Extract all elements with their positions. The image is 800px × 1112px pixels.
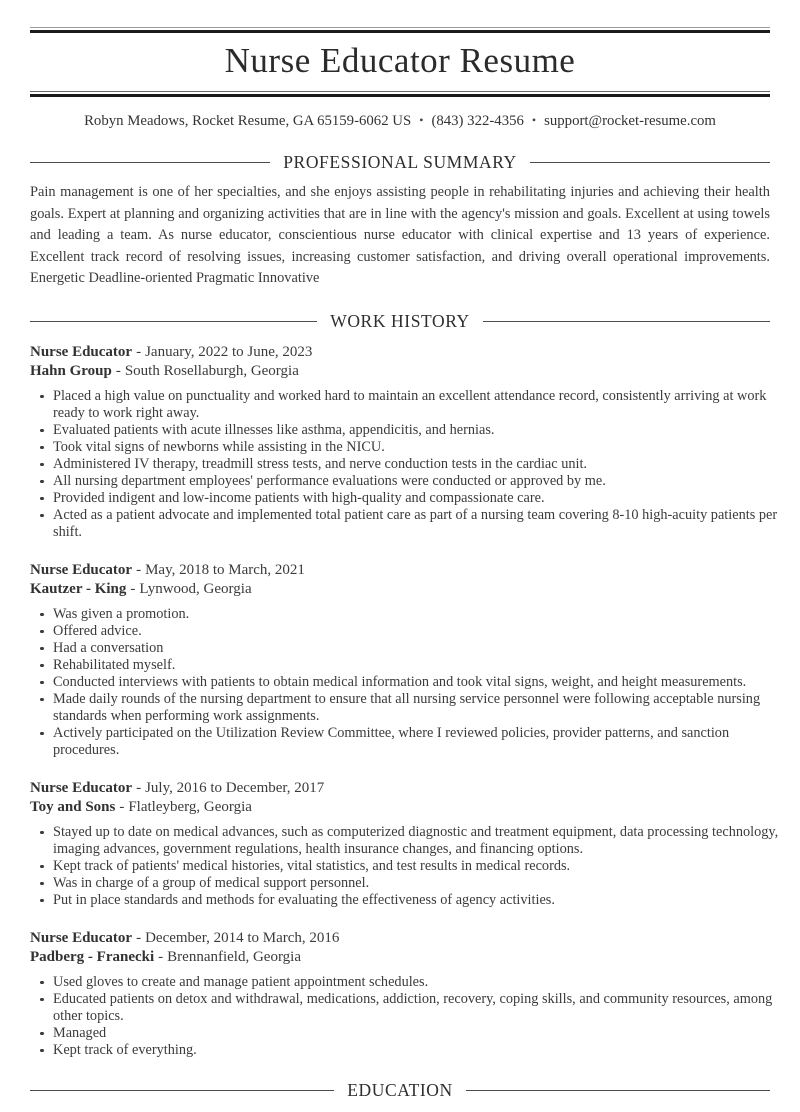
job-company-line bbox=[30, 580, 770, 599]
heading-rule-left bbox=[30, 162, 270, 163]
section-header-education bbox=[30, 1079, 770, 1102]
job-company-line bbox=[30, 362, 770, 381]
contact-separator-dot: • bbox=[531, 113, 537, 127]
job-bullet: Kept track of patients' medical histories, vital statistics, and test results in medical records. bbox=[53, 858, 795, 875]
job-bullet-list bbox=[30, 388, 795, 541]
job-title: Nurse Educator bbox=[30, 561, 133, 578]
job-entry bbox=[30, 561, 770, 759]
contact-email: support@rocket-resume.com bbox=[544, 113, 716, 129]
title-double-rule bbox=[30, 91, 770, 97]
job-separator: - bbox=[136, 929, 142, 946]
education-heading: EDUCATION bbox=[347, 1079, 453, 1100]
job-location: Brennanfield, Georgia bbox=[167, 948, 301, 965]
job-bullet: Provided indigent and low-income patients with high-quality and compassionate care. bbox=[53, 490, 795, 507]
job-company-line bbox=[30, 798, 770, 817]
job-bullet: Placed a high value on punctuality and worked hard to maintain an excellent attendance record, consistently arriving at work ready to work right away. bbox=[53, 388, 795, 422]
contact-name-location: Robyn Meadows, Rocket Resume, GA 65159-6062 US bbox=[84, 113, 412, 129]
job-bullet: Made daily rounds of the nursing department to ensure that all nursing service personnel were following acceptable nursing standards when performing work assignments. bbox=[53, 691, 795, 725]
rule-thick bbox=[30, 94, 770, 97]
job-location: Flatleyberg, Georgia bbox=[128, 798, 252, 815]
job-bullet: Stayed up to date on medical advances, such as computerized diagnostic and treatment equipment, data processing technology, imaging advances, government regulations, health insurance changes, and financing options. bbox=[53, 824, 795, 858]
job-bullet: Conducted interviews with patients to obtain medical information and took vital signs, weight, and height measurements. bbox=[53, 674, 795, 691]
job-dates: January, 2022 to June, 2023 bbox=[145, 343, 313, 360]
job-bullet: Administered IV therapy, treadmill stress tests, and nerve conduction tests in the cardiac unit. bbox=[53, 456, 795, 473]
job-bullet: Kept track of everything. bbox=[53, 1042, 795, 1059]
summary-heading: PROFESSIONAL SUMMARY bbox=[283, 152, 517, 172]
job-bullet: Evaluated patients with acute illnesses like asthma, appendicitis, and hernias. bbox=[53, 422, 795, 439]
job-separator: - bbox=[136, 561, 142, 578]
section-header-professional-summary bbox=[30, 151, 770, 174]
job-bullet: Actively participated on the Utilization Review Committee, where I reviewed policies, provider patterns, and sanction procedures. bbox=[53, 725, 795, 759]
job-bullet: Acted as a patient advocate and implemented total patient care as part of a nursing team covering 8-10 high-acuity patients per shift. bbox=[53, 507, 795, 541]
rule-thin bbox=[30, 27, 770, 28]
job-bullet-list bbox=[30, 974, 795, 1059]
job-bullet: Put in place standards and methods for evaluating the effectiveness of agency activities. bbox=[53, 892, 795, 909]
heading-rule-left bbox=[30, 321, 317, 322]
job-separator: - bbox=[119, 798, 125, 815]
job-bullet: Was given a promotion. bbox=[53, 606, 795, 623]
job-bullet: Had a conversation bbox=[53, 640, 795, 657]
top-double-rule bbox=[30, 27, 770, 33]
contact-separator-dot: • bbox=[419, 113, 424, 127]
job-title: Nurse Educator bbox=[30, 779, 133, 796]
job-bullet: Managed bbox=[53, 1025, 795, 1042]
job-dates: July, 2016 to December, 2017 bbox=[145, 779, 325, 796]
job-company-line bbox=[30, 948, 770, 967]
heading-rule-right bbox=[466, 1090, 770, 1091]
section-header-work-history bbox=[30, 310, 770, 333]
job-company: Toy and Sons bbox=[30, 798, 116, 815]
job-bullet: Offered advice. bbox=[53, 623, 795, 640]
job-company: Padberg - Franecki bbox=[30, 948, 155, 965]
job-bullet: All nursing department employees' performance evaluations were conducted or approved by me. bbox=[53, 473, 795, 490]
job-dates: May, 2018 to March, 2021 bbox=[145, 561, 305, 578]
job-separator: - bbox=[115, 362, 121, 379]
heading-rule-right bbox=[530, 162, 770, 163]
contact-line bbox=[30, 111, 770, 131]
job-separator: - bbox=[136, 343, 142, 360]
job-bullet: Educated patients on detox and withdrawal, medications, addiction, recovery, coping skills, and community resources, among other topics. bbox=[53, 991, 795, 1025]
job-title-line bbox=[30, 343, 770, 362]
job-entry bbox=[30, 343, 778, 541]
job-bullet: Was in charge of a group of medical support personnel. bbox=[53, 875, 795, 892]
job-separator: - bbox=[136, 779, 142, 796]
work-history-heading: WORK HISTORY bbox=[330, 310, 470, 331]
rule-thick bbox=[30, 30, 770, 33]
job-bullet-list bbox=[30, 606, 795, 759]
job-dates: December, 2014 to March, 2016 bbox=[145, 929, 340, 946]
job-title: Nurse Educator bbox=[30, 343, 133, 360]
rule-thin bbox=[30, 91, 770, 92]
job-title-line bbox=[30, 779, 770, 798]
job-location: South Rosellaburgh, Georgia bbox=[124, 362, 299, 379]
job-company: Hahn Group bbox=[30, 362, 112, 379]
job-company: Kautzer - King bbox=[30, 580, 127, 597]
page-title: Nurse Educator Resume bbox=[224, 41, 576, 80]
job-entry bbox=[30, 929, 773, 1059]
job-title: Nurse Educator bbox=[30, 929, 133, 946]
job-bullet: Rehabilitated myself. bbox=[53, 657, 795, 674]
job-bullet: Took vital signs of newborns while assisting in the NICU. bbox=[53, 439, 795, 456]
job-bullet-list bbox=[30, 824, 795, 909]
heading-rule-left bbox=[30, 1090, 334, 1091]
job-location: Lynwood, Georgia bbox=[139, 580, 252, 597]
job-title-line bbox=[30, 929, 770, 948]
job-separator: - bbox=[158, 948, 164, 965]
heading-rule-right bbox=[483, 321, 770, 322]
job-title-line bbox=[30, 561, 770, 580]
contact-phone: (843) 322-4356 bbox=[431, 113, 524, 129]
job-entry bbox=[30, 779, 779, 909]
job-bullet: Used gloves to create and manage patient appointment schedules. bbox=[53, 974, 795, 991]
job-separator: - bbox=[130, 580, 136, 597]
summary-text: Pain management is one of her specialties, and she enjoys assisting people in rehabilitating injuries and achieving their health goals. Expert at planning and organizing activities that are in line with the agency's mission and goals. Excellent at using towels and leading a team. As nurse educator, conscientious nurse educator with clinical expertise and 13 years of experience. Excellent track record of resolving issues, increasing customer satisfaction, and driving overall operational improvements. Energetic Deadline-oriented Pragmatic Innovative bbox=[30, 184, 770, 286]
